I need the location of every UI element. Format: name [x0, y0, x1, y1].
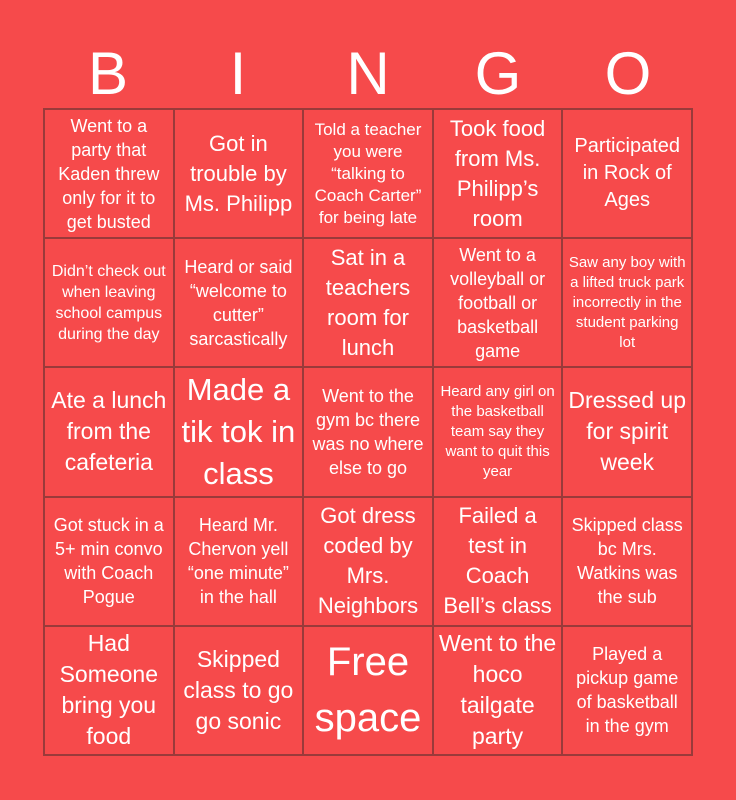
- bingo-cell[interactable]: [433, 238, 563, 367]
- bingo-cell[interactable]: [44, 497, 174, 626]
- free-space-cell[interactable]: [303, 626, 433, 755]
- bingo-card: [43, 108, 693, 756]
- bingo-cell[interactable]: [303, 367, 433, 496]
- cell-text: Went to the hoco tailgate party: [438, 630, 557, 750]
- bingo-cell[interactable]: [433, 367, 563, 496]
- header-letter-o: O: [604, 40, 652, 107]
- bingo-cell[interactable]: [562, 497, 692, 626]
- cell-text: Sat in a teachers room for lunch: [325, 244, 411, 360]
- bingo-cell[interactable]: [174, 626, 304, 755]
- header-letter-g: G: [474, 40, 522, 107]
- header-letter-i: I: [229, 40, 247, 107]
- cell-text: Heard any girl on the basketball team say they want to quit this year: [440, 382, 555, 480]
- cell-text: Played a pickup game of basketball in the gym: [576, 644, 679, 737]
- bingo-cell[interactable]: [174, 497, 304, 626]
- cell-text: Saw any boy with a lifted truck park incorrectly in the student parking lot: [568, 253, 686, 351]
- cell-text: Dressed up for spirit week: [568, 387, 686, 476]
- bingo-header: [43, 40, 693, 108]
- bingo-cell[interactable]: [174, 238, 304, 367]
- cell-text: Didn’t check out when leaving school campus during the day: [51, 262, 166, 343]
- cell-text: Went to a party that Kaden threw only for it to get busted: [58, 115, 160, 232]
- cell-text: Skipped class to go go sonic: [183, 645, 294, 734]
- cell-text: Got stuck in a 5+ min convo with Coach Pogue: [53, 515, 164, 608]
- bingo-cell[interactable]: [562, 626, 692, 755]
- bingo-cell[interactable]: [433, 109, 563, 238]
- cell-text: Free space: [314, 640, 422, 741]
- bingo-cell[interactable]: [174, 109, 304, 238]
- bingo-cell[interactable]: [44, 626, 174, 755]
- header-letter-b: B: [87, 40, 129, 107]
- bingo-cell[interactable]: [562, 238, 692, 367]
- cell-text: Went to the gym bc there was no where else to go: [312, 385, 424, 478]
- cell-text: Went to a volleyball or football or basketball game: [450, 244, 546, 361]
- bingo-cell[interactable]: [562, 109, 692, 238]
- cell-text: Skipped class bc Mrs. Watkins was the sub: [571, 515, 683, 608]
- cell-text: Made a tik tok in class: [181, 372, 296, 491]
- cell-text: Got in trouble by Ms. Philipp: [184, 130, 293, 216]
- cell-text: Had Someone bring you food: [59, 630, 159, 750]
- bingo-cell[interactable]: [44, 109, 174, 238]
- cell-text: Failed a test in Coach Bell’s class: [443, 503, 552, 619]
- cell-text: Ate a lunch from the cafeteria: [51, 387, 167, 476]
- cell-text: Heard Mr. Chervon yell “one minute” in the hall: [187, 515, 289, 608]
- bingo-cell[interactable]: [44, 238, 174, 367]
- cell-text: Heard or said “welcome to cutter” sarcastically: [184, 256, 293, 349]
- bingo-cell[interactable]: [44, 367, 174, 496]
- bingo-cell[interactable]: [303, 109, 433, 238]
- bingo-cell[interactable]: [303, 497, 433, 626]
- header-letter-n: N: [346, 40, 390, 107]
- bingo-cell[interactable]: [303, 238, 433, 367]
- cell-text: Told a teacher you were “talking to Coach Carter” for being late: [314, 119, 422, 227]
- bingo-cell[interactable]: [174, 367, 304, 496]
- cell-text: Took food from Ms. Philipp’s room: [449, 115, 546, 231]
- cell-text: Participated in Rock of Ages: [574, 135, 680, 212]
- bingo-cell[interactable]: [562, 367, 692, 496]
- cell-text: Got dress coded by Mrs. Neighbors: [317, 503, 419, 619]
- bingo-cell[interactable]: [433, 497, 563, 626]
- bingo-cell[interactable]: [433, 626, 563, 755]
